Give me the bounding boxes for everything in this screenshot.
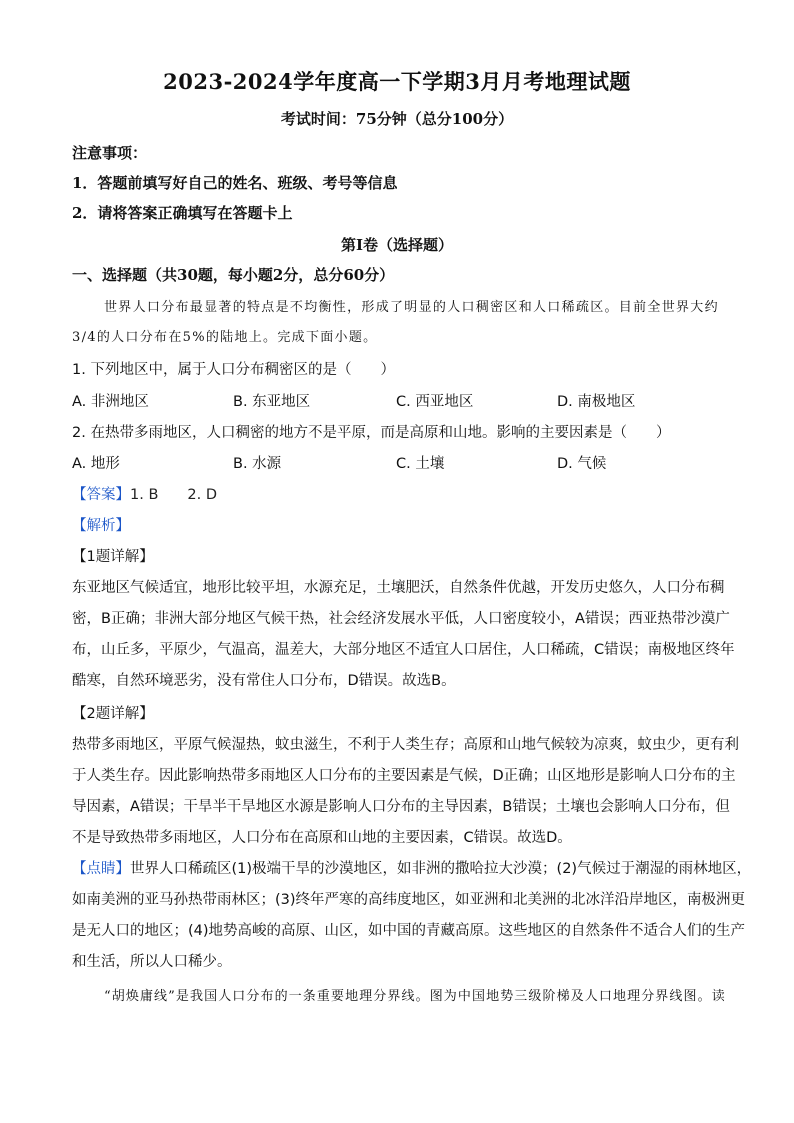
tip-tag: 【点睛】 xyxy=(72,861,130,877)
question-2-option-a: A. 地形 xyxy=(72,456,120,472)
detail-2-line-1: 热带多雨地区，平原气候湿热，蚊虫滋生，不利于人类生存；高原和山地气候较为凉爽，蚊虫少，更有利 xyxy=(72,737,739,753)
section-title: 一、选择题（共30题，每小题2分，总分60分） xyxy=(72,266,395,284)
tip-line-4: 和生活，所以人口稀少。 xyxy=(72,954,232,970)
note-item-1: 1．答题前填写好自己的姓名、班级、考号等信息 xyxy=(72,174,398,192)
question-2-stem: 2. 在热带多雨地区，人口稠密的地方不是平原，而是高原和山地。影响的主要因素是（ ） xyxy=(72,425,671,441)
tip-line-1-text: 世界人口稀疏区(1)极端干旱的沙漠地区，如非洲的撒哈拉大沙漠；(2)气候过于潮湿的雨林地区， xyxy=(130,861,752,877)
tip-line-3: 是无人口的地区；(4)地势高峻的高原、山区，如中国的青藏高原。这些地区的自然条件不适合人们的生产 xyxy=(72,923,746,939)
question-1-option-b: B. 东亚地区 xyxy=(233,394,311,410)
detail-1-line-4: 酷寒，自然环境恶劣，没有常住人口分布，D错误。故选B。 xyxy=(72,673,456,689)
detail-2-line-4: 不是导致热带多雨地区，人口分布在高原和山地的主要因素，C错误。故选D。 xyxy=(72,830,572,846)
exam-title: 2023-2024学年度高一下学期3月月考地理试题 xyxy=(163,69,631,94)
question-2-option-d: D. 气候 xyxy=(557,456,607,472)
tip-line-2: 如南美洲的亚马孙热带雨林区；(3)终年严寒的高纬度地区，如亚洲和北美洲的北冰洋沿岸地区，南极洲更 xyxy=(72,892,746,908)
detail-1-line-1: 东亚地区气候适宜，地形比较平坦，水源充足，土壤肥沃，自然条件优越，开发历史悠久，人口分布稠 xyxy=(72,580,725,596)
question-1-option-a: A. 非洲地区 xyxy=(72,394,149,410)
detail-1-heading: 【1题详解】 xyxy=(72,549,154,565)
detail-2-line-3: 导因素，A错误；干旱半干旱地区水源是影响人口分布的主导因素，B错误；土壤也会影响人口分布，但 xyxy=(72,799,730,815)
notes-heading: 注意事项： xyxy=(72,144,148,162)
answer-value: 1. B 2. D xyxy=(130,487,217,503)
detail-2-heading: 【2题详解】 xyxy=(72,706,154,722)
tip-line-1 xyxy=(72,857,751,878)
question-2-option-c: C. 土壤 xyxy=(396,456,445,472)
detail-1-line-2: 密，B正确；非洲大部分地区气候干热，社会经济发展水平低，人口密度较小，A错误；西亚热带沙漠广 xyxy=(72,611,730,627)
question-1-option-d: D. 南极地区 xyxy=(557,394,636,410)
question-1-stem: 1. 下列地区中，属于人口分布稠密区的是（ ） xyxy=(72,362,395,378)
question-2-option-b: B. 水源 xyxy=(233,456,282,472)
volume-title: 第I卷（选择题） xyxy=(340,236,454,254)
analysis-tag: 【解析】 xyxy=(72,518,130,534)
passage-1-line-2: 3/4的人口分布在5%的陆地上。完成下面小题。 xyxy=(72,330,378,345)
passage-1-line-1: 世界人口分布最显著的特点是不均衡性，形成了明显的人口稠密区和人口稀疏区。目前全世界大约 xyxy=(104,300,719,315)
note-item-2: 2．请将答案正确填写在答题卡上 xyxy=(72,204,293,222)
detail-2-line-2: 于人类生存。因此影响热带多雨地区人口分布的主要因素是气候，D正确；山区地形是影响人口分布的主 xyxy=(72,768,736,784)
answer-row xyxy=(72,483,217,504)
answer-tag: 【答案】 xyxy=(72,487,130,503)
question-1-option-c: C. 西亚地区 xyxy=(396,394,474,410)
detail-1-line-3: 布，山丘多，平原少，气温高，温差大，大部分地区不适宜人口居住，人口稀疏，C错误；南极地区终年 xyxy=(72,642,735,658)
passage-2-line-1: “胡焕庸线”是我国人口分布的一条重要地理分界线。图为中国地势三级阶梯及人口地理分界线图。读 xyxy=(104,989,726,1004)
exam-time-info: 考试时间：75分钟（总分100分） xyxy=(280,110,514,128)
